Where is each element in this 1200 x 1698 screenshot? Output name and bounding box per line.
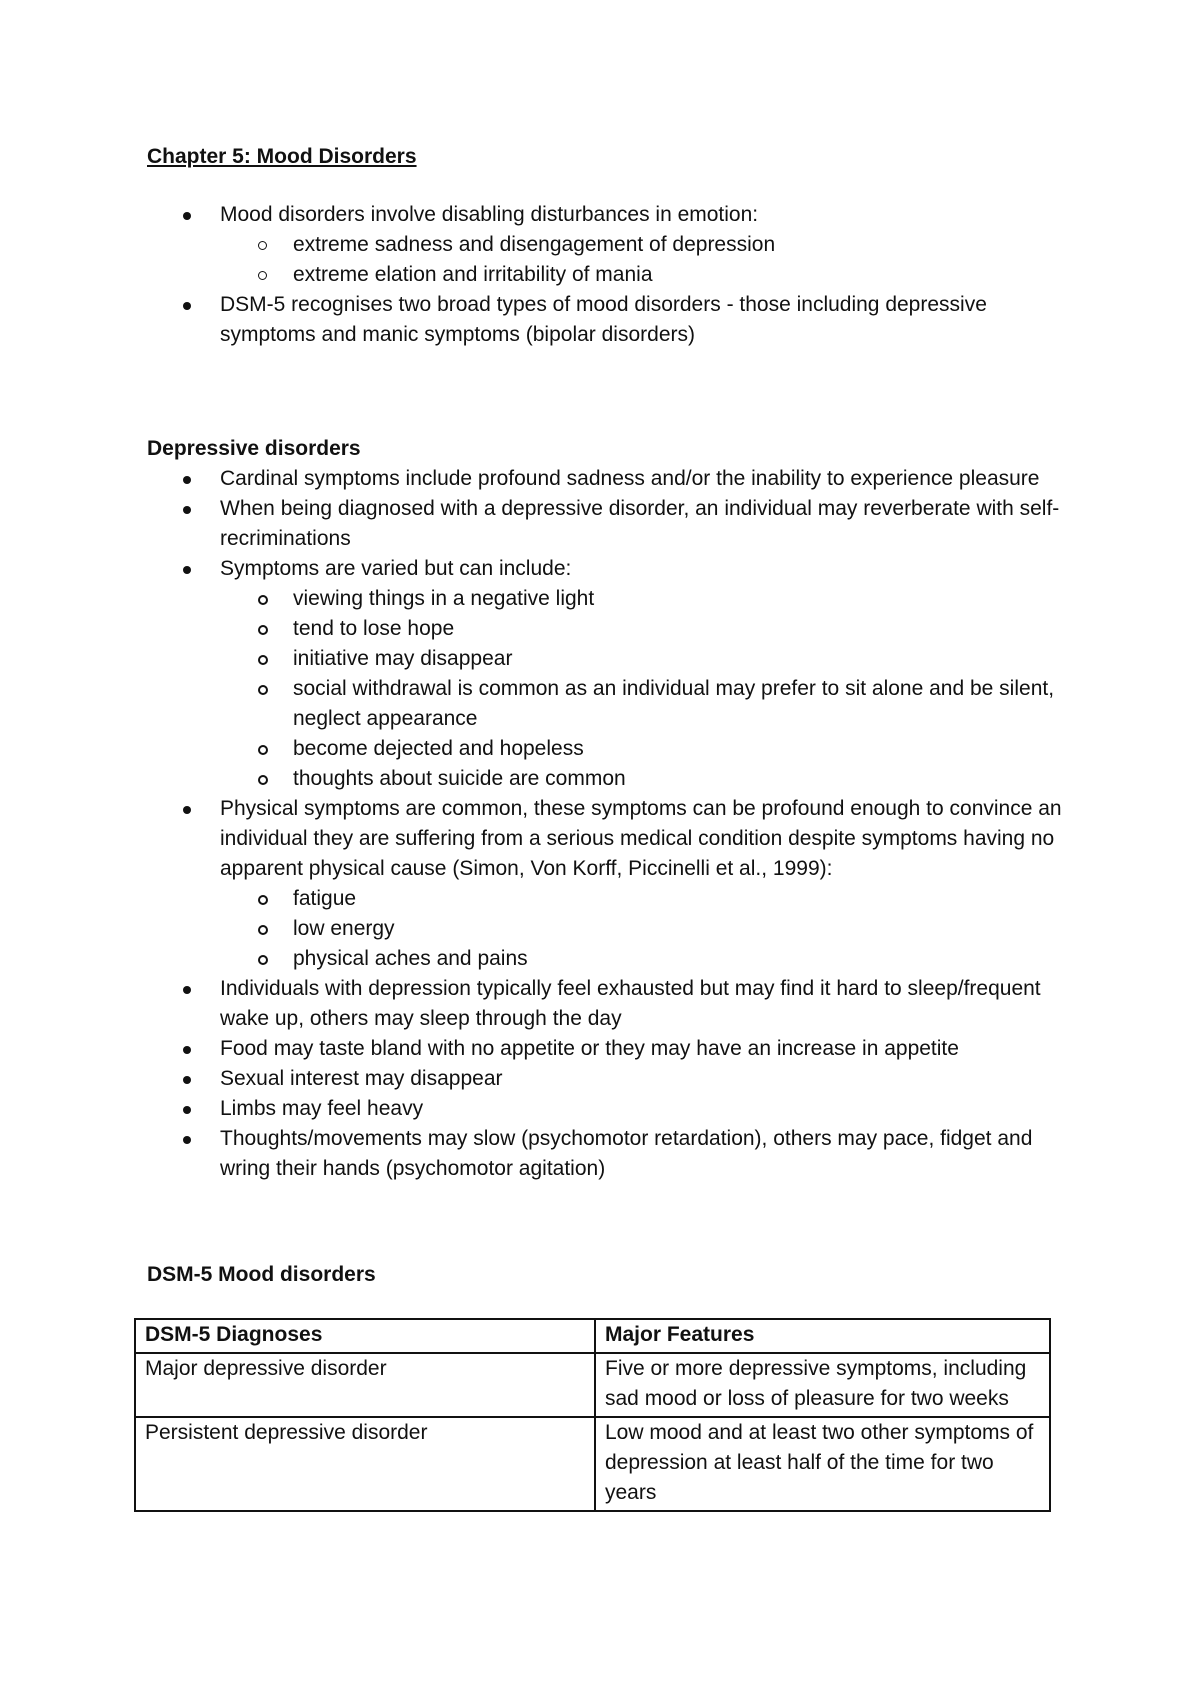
- symptoms-sub-list: [220, 584, 1077, 794]
- section-heading-depressive: Depressive disorders: [147, 437, 361, 460]
- table-cell: Major depressive disorder: [135, 1353, 595, 1417]
- list-item: viewing things in a negative light: [220, 584, 1077, 614]
- table-cell: Persistent depressive disorder: [135, 1417, 595, 1511]
- list-item: thoughts about suicide are common: [220, 764, 1077, 794]
- list-item-text: Mood disorders involve disabling disturbances in emotion:: [220, 203, 759, 226]
- page-title: Chapter 5: Mood Disorders: [147, 145, 417, 168]
- section-heading-dsm: DSM-5 Mood disorders: [147, 1263, 376, 1286]
- table-cell: Five or more depressive symptoms, including sad mood or loss of pleasure for two weeks: [595, 1353, 1050, 1417]
- list-item: low energy: [220, 914, 1077, 944]
- physical-sub-list: [220, 884, 1077, 974]
- list-item: Cardinal symptoms include profound sadness and/or the inability to experience pleasure: [147, 464, 1077, 494]
- table-row: [135, 1353, 1050, 1417]
- table-cell: Low mood and at least two other symptoms of depression at least half of the time for two years: [595, 1417, 1050, 1511]
- list-item: Food may taste bland with no appetite or they may have an increase in appetite: [147, 1034, 1077, 1064]
- list-item: [147, 554, 1077, 794]
- list-item: fatigue: [220, 884, 1077, 914]
- list-item: [147, 794, 1077, 974]
- list-item: tend to lose hope: [220, 614, 1077, 644]
- list-item: physical aches and pains: [220, 944, 1077, 974]
- list-item-text: Physical symptoms are common, these symptoms can be profound enough to convince an individual they are suffering from a serious medical condition despite symptoms having no apparent physical cause (Simon, Von Korff, Piccinelli et al., 1999):: [220, 797, 1062, 880]
- list-item: [147, 200, 1077, 290]
- list-item: social withdrawal is common as an individual may prefer to sit alone and be silent, neglect appearance: [220, 674, 1077, 734]
- list-item: become dejected and hopeless: [220, 734, 1077, 764]
- page-content: [147, 142, 1077, 1512]
- list-item: Limbs may feel heavy: [147, 1094, 1077, 1124]
- table-row: [135, 1417, 1050, 1511]
- list-item: extreme sadness and disengagement of depression: [220, 230, 1077, 260]
- dsm-table: [134, 1318, 1051, 1512]
- intro-list: [147, 200, 1077, 350]
- table-header-cell: DSM-5 Diagnoses: [135, 1319, 595, 1353]
- list-item: Individuals with depression typically feel exhausted but may find it hard to sleep/frequent wake up, others may sleep through the day: [147, 974, 1077, 1034]
- table-header-cell: Major Features: [595, 1319, 1050, 1353]
- depressive-list: [147, 464, 1077, 1184]
- list-item: DSM-5 recognises two broad types of mood disorders - those including depressive symptoms and manic symptoms (bipolar disorders): [147, 290, 1077, 350]
- list-item: Thoughts/movements may slow (psychomotor retardation), others may pace, fidget and wring their hands (psychomotor agitation): [147, 1124, 1077, 1184]
- table-header-row: [135, 1319, 1050, 1353]
- list-item-text: Symptoms are varied but can include:: [220, 557, 572, 580]
- sub-list: [220, 230, 1077, 290]
- list-item: extreme elation and irritability of mania: [220, 260, 1077, 290]
- list-item: Sexual interest may disappear: [147, 1064, 1077, 1094]
- list-item: initiative may disappear: [220, 644, 1077, 674]
- list-item: When being diagnosed with a depressive disorder, an individual may reverberate with self-recriminations: [147, 494, 1077, 554]
